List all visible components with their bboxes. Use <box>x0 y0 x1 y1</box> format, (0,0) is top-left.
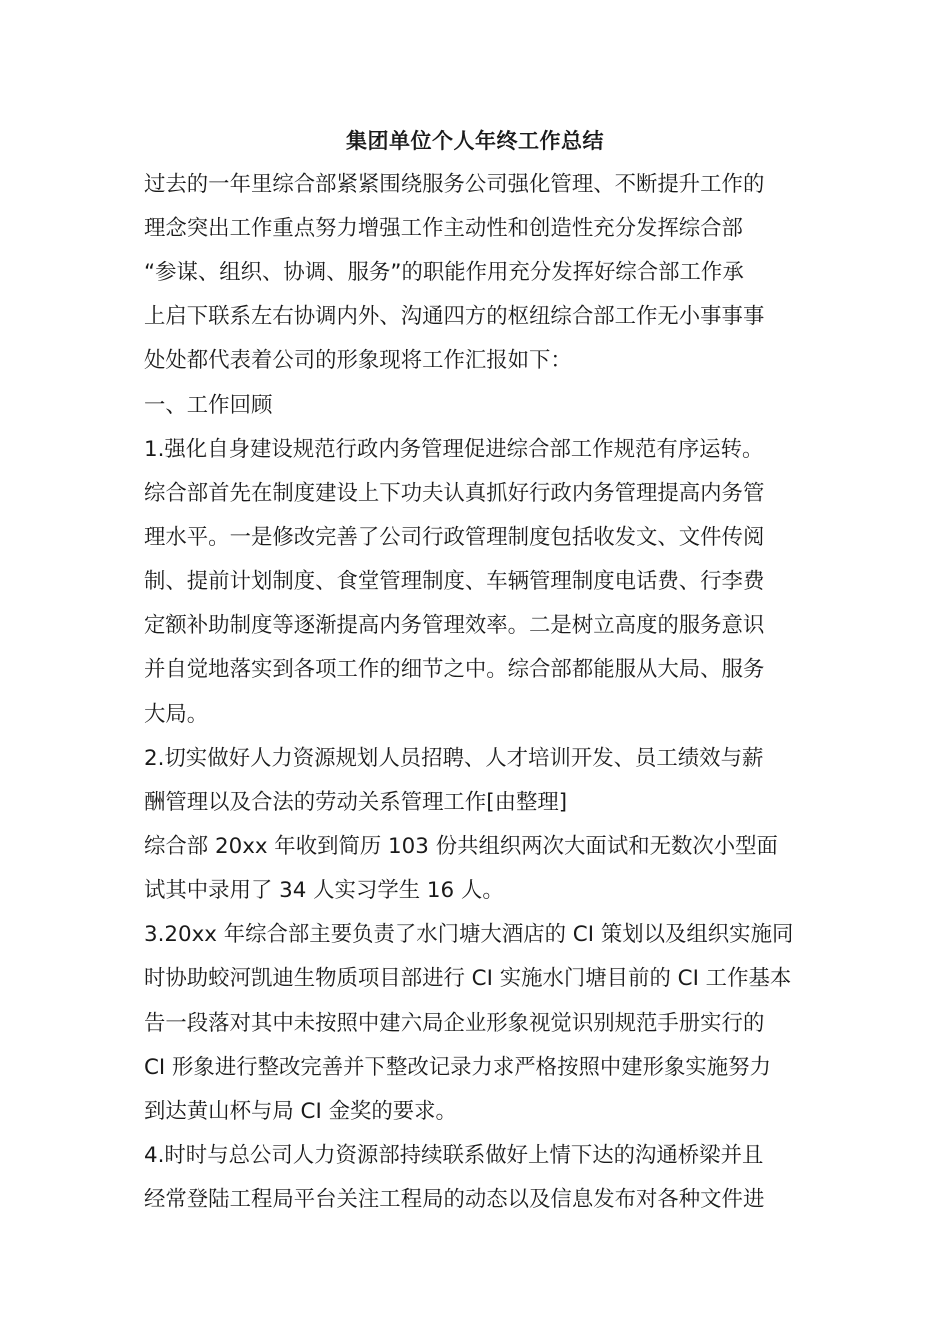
body-line-5: 处处都代表着公司的形象现将工作汇报如下： <box>144 348 572 373</box>
body-line-10: 制、提前计划制度、食堂管理制度、车辆管理制度电话费、行李费 <box>144 569 765 594</box>
body-line-11: 定额补助制度等逐渐提高内务管理效率。二是树立高度的服务意识 <box>144 613 765 638</box>
body-line-2: 理念突出工作重点努力增强工作主动性和创造性充分发挥综合部 <box>144 216 743 241</box>
body-line-20: 告一段落对其中未按照中建六局企业形象视觉识别规范手册实行的 <box>144 1011 765 1036</box>
body-line-4: 上启下联系左右协调内外、沟通四方的枢纽综合部工作无小事事事 <box>144 304 765 329</box>
body-line-13: 大局。 <box>144 702 209 727</box>
body-line-8: 综合部首先在制度建设上下功夫认真抓好行政内务管理提高内务管 <box>144 481 765 506</box>
body-line-24: 经常登陆工程局平台关注工程局的动态以及信息发布对各种文件进 <box>144 1187 765 1212</box>
document-title: 集团单位个人年终工作总结 <box>346 129 604 153</box>
body-line-1: 过去的一年里综合部紧紧围绕服务公司强化管理、不断提升工作的 <box>144 172 765 197</box>
body-line-17: 试其中录用了 34 人实习学生 16 人。 <box>144 878 504 903</box>
body-line-22: 到达黄山杯与局 CI 金奖的要求。 <box>144 1099 457 1124</box>
body-line-23: 4.时时与总公司人力资源部持续联系做好上情下达的沟通桥梁并且 <box>144 1143 764 1168</box>
body-line-3: “参谋、组织、协调、服务”的职能作用充分发挥好综合部工作承 <box>144 260 744 285</box>
body-line-15: 酬管理以及合法的劳动关系管理工作[由整理] <box>144 790 568 815</box>
section-heading: 一、工作回顾 <box>144 393 273 418</box>
body-line-12: 并自觉地落实到各项工作的细节之中。综合部都能服从大局、服务 <box>144 657 765 682</box>
body-line-21: CI 形象进行整改完善并下整改记录力求严格按照中建形象实施努力 <box>144 1055 771 1080</box>
body-line-9: 理水平。一是修改完善了公司行政管理制度包括收发文、文件传阅 <box>144 525 765 550</box>
body-line-19: 时协助蛟河凯迪生物质项目部进行 CI 实施水门塘目前的 CI 工作基本 <box>144 966 792 991</box>
body-line-14: 2.切实做好人力资源规划人员招聘、人才培训开发、员工绩效与薪 <box>144 746 764 771</box>
body-line-18: 3.20xx 年综合部主要负责了水门塘大酒店的 CI 策划以及组织实施同 <box>144 922 794 947</box>
body-line-16: 综合部 20xx 年收到简历 103 份共组织两次大面试和无数次小型面 <box>144 834 778 859</box>
body-line-7: 1.强化自身建设规范行政内务管理促进综合部工作规范有序运转。 <box>144 437 764 462</box>
